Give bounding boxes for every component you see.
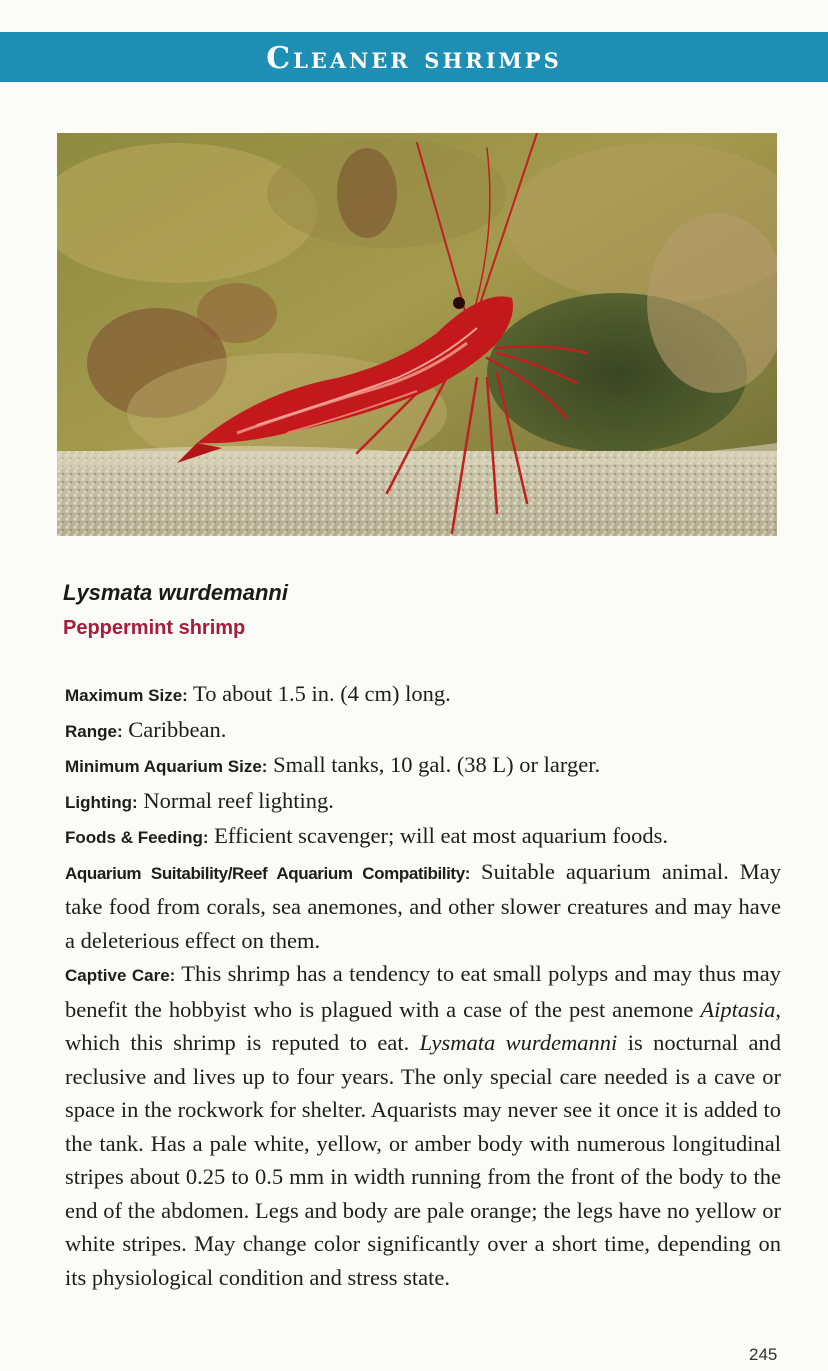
fact-range: [65, 713, 781, 749]
fact-text: , which this shrimp is reputed to eat.: [65, 996, 781, 1055]
shrimp-photo-illustration: [57, 133, 777, 536]
shrimp-photo: [57, 133, 777, 536]
fact-maximum-size: [65, 677, 781, 713]
fact-label: Aquarium Suitability/Reef Aquarium Compatibility:: [65, 863, 471, 883]
fact-text: Efficient scavenger; will eat most aquarium foods.: [208, 823, 668, 848]
fact-lighting: [65, 784, 781, 820]
fact-label: Lighting:: [65, 792, 138, 812]
scientific-name: Lysmata wurdemanni: [63, 580, 288, 605]
fact-text: This shrimp has a tendency to eat small polyps and may thus may benefit the hobbyist who is plagued with a case of the pest anemone: [65, 961, 781, 1022]
fact-label: Minimum Aquarium Size:: [65, 757, 268, 776]
fact-minimum-aquarium-size: [65, 748, 781, 784]
fact-captive-care: [65, 957, 781, 1294]
fact-text: Caribbean.: [122, 716, 227, 742]
fact-label: Foods & Feeding:: [65, 828, 209, 847]
fact-italic-term: Aiptasia: [700, 996, 776, 1022]
section-header-band: [0, 32, 828, 82]
section-title: Cleaner shrimps: [266, 40, 562, 76]
fact-italic-term: Lysmata wurdemanni: [419, 1030, 618, 1055]
fact-text: is nocturnal and reclusive and lives up to four years. The only special care needed is a cave or space in the rockwork for shelter. Aquarists may never see it once it is added to the tank. Has a pale white, yellow, or amber body with numerous longitudinal stripes about 0.25 to 0.5 mm in width running from the front of the body to the end of the abdomen. Legs and body are pale orange; the legs have no yellow or white stripes. May change color significantly over a short time, depending on its physiological condition and stress state.: [65, 1030, 781, 1290]
fact-text: Small tanks, 10 gal. (38 L) or larger.: [267, 752, 601, 777]
fact-text: Normal reef lighting.: [137, 787, 334, 813]
page-number: 245: [749, 1345, 778, 1364]
fact-text: To about 1.5 in. (4 cm) long.: [187, 681, 451, 706]
species-facts: [65, 677, 781, 1294]
fact-aquarium-suitability: [65, 855, 781, 958]
fact-foods-feeding: [65, 819, 781, 855]
common-name: Peppermint shrimp: [63, 617, 246, 639]
fact-label: Captive Care:: [65, 966, 176, 985]
fact-text: Suitable aquarium animal. May take food from corals, sea anemones, and other slower creatures and may have a deleterious effect on them.: [65, 858, 781, 953]
fact-label: Range:: [65, 721, 123, 741]
fact-label: Maximum Size:: [65, 686, 188, 705]
